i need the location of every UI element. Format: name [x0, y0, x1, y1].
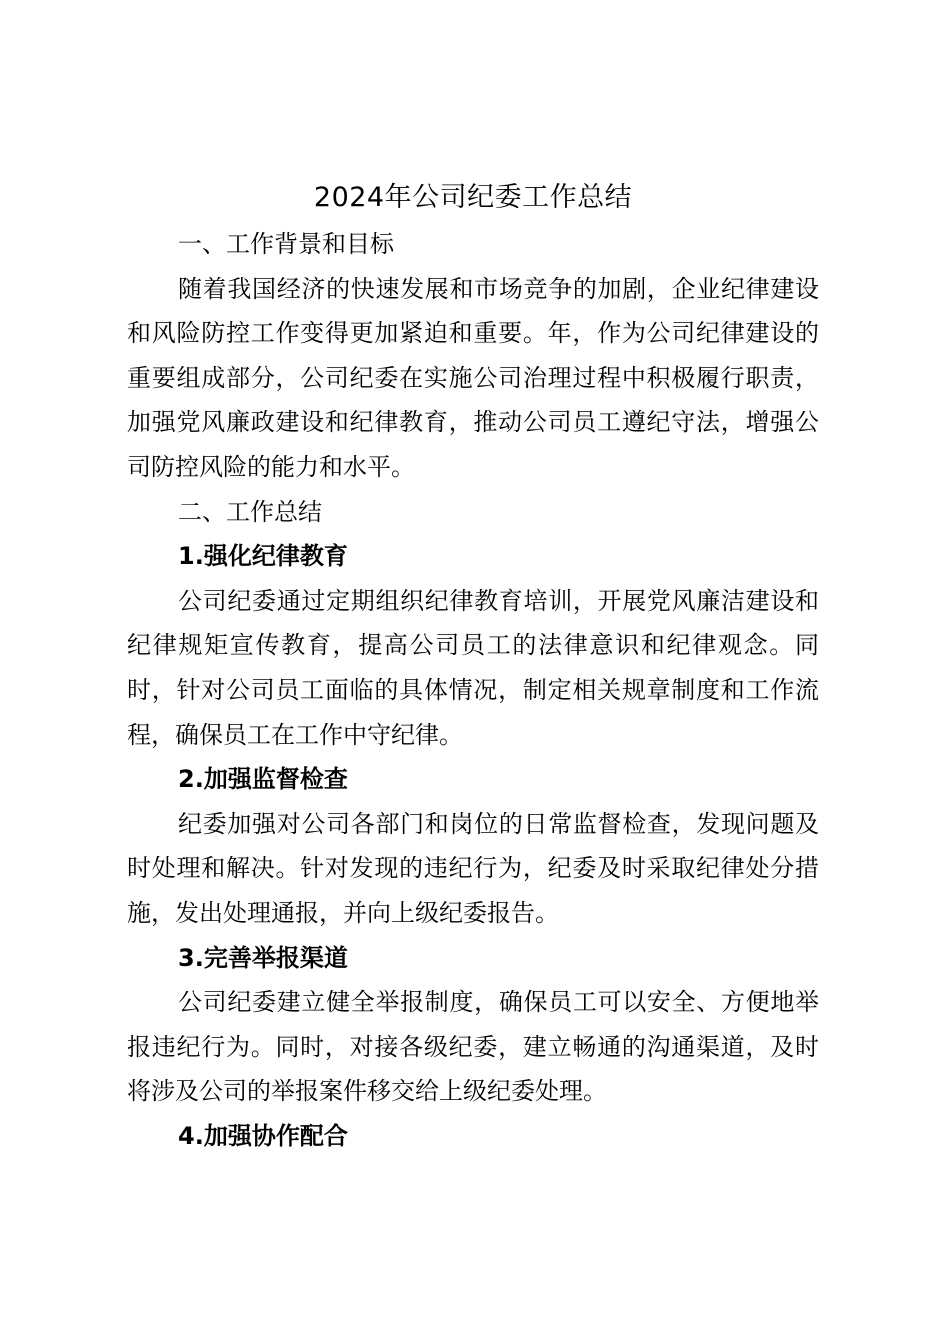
subsection-3-paragraph: 公司纪委建立健全举报制度，确保员工可以安全、方便地举报违纪行为。同时，对接各级纪委，建立畅通的沟通渠道，及时将涉及公司的举报案件移交给上级纪委处理。	[127, 988, 819, 1106]
section-2-heading: 二、工作总结	[178, 497, 322, 526]
section-1-paragraph: 随着我国经济的快速发展和市场竞争的加剧，企业纪律建设和风险防控工作变得更加紧迫和重要。年，作为公司纪律建设的重要组成部分，公司纪委在实施公司治理过程中积极履行职责，加强党风廉政建设和纪律教育，推动公司员工遵纪守法，增强公司防控风险的能力和水平。	[127, 274, 819, 481]
subsection-4-heading: 4.加强协作配合	[178, 1121, 348, 1150]
document-page	[127, 176, 819, 1158]
subsection-3-heading: 3.完善举报渠道	[178, 943, 348, 972]
subsection-2-paragraph: 纪委加强对公司各部门和岗位的日常监督检查，发现问题及时处理和解决。针对发现的违纪行为，纪委及时采取纪律处分措施，发出处理通报，并向上级纪委报告。	[127, 809, 819, 927]
subsection-2-heading: 2.加强监督检查	[178, 765, 348, 794]
subsection-1-heading: 1.强化纪律教育	[178, 542, 348, 571]
subsection-1-paragraph: 公司纪委通过定期组织纪律教育培训，开展党风廉洁建设和纪律规矩宣传教育，提高公司员工的法律意识和纪律观念。同时，针对公司员工面临的具体情况，制定相关规章制度和工作流程，确保员工在工作中守纪律。	[127, 586, 819, 749]
section-1-heading: 一、工作背景和目标	[178, 230, 394, 258]
document-title: 2024年公司纪委工作总结	[313, 182, 633, 213]
